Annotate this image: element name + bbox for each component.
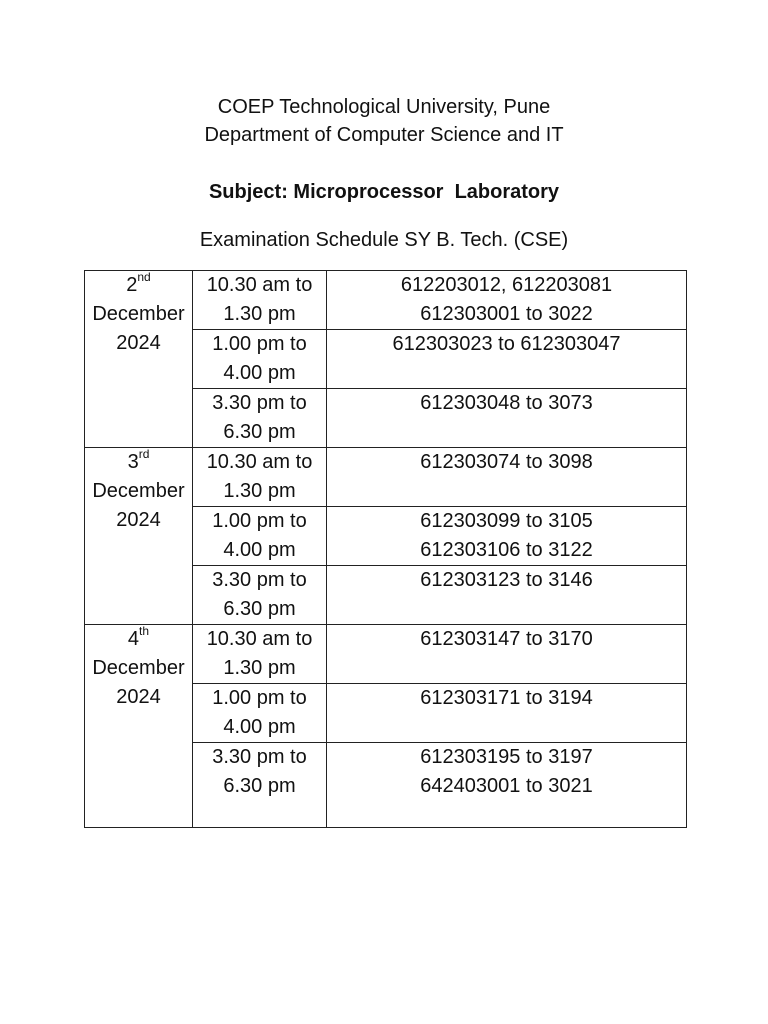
time-end: 4.00 pm xyxy=(223,716,296,738)
date-cell xyxy=(85,625,193,828)
day-suffix: rd xyxy=(138,447,150,462)
exam-schedule-table xyxy=(84,270,687,828)
time-cell xyxy=(193,625,327,684)
roll-range: 612203012, 612203081 xyxy=(400,274,613,296)
time-start: 10.30 am to xyxy=(206,274,313,296)
roll-range: 612303195 to 3197 xyxy=(420,746,593,768)
roll-range: 612303171 to 3194 xyxy=(420,687,593,709)
time-end: 4.00 pm xyxy=(223,539,296,561)
roll-range: 612303123 to 3146 xyxy=(420,569,593,591)
time-start: 10.30 am to xyxy=(206,451,313,473)
time-start: 1.00 pm to xyxy=(212,333,307,355)
roll-range: 612303106 to 3122 xyxy=(420,539,593,561)
time-start: 1.00 pm to xyxy=(212,510,307,532)
day-number: 2 xyxy=(126,274,138,296)
roll-range: 612303048 to 3073 xyxy=(420,392,593,414)
roll-range: 642403001 to 3021 xyxy=(420,775,593,797)
roll-cell xyxy=(327,271,687,330)
time-cell xyxy=(193,566,327,625)
roll-range: 612303001 to 3022 xyxy=(420,303,593,325)
roll-cell xyxy=(327,743,687,828)
roll-cell xyxy=(327,448,687,507)
schedule-title: Examination Schedule SY B. Tech. (CSE) xyxy=(199,229,569,251)
day-suffix: nd xyxy=(137,270,151,285)
time-cell xyxy=(193,743,327,828)
roll-cell xyxy=(327,684,687,743)
roll-range: 612303074 to 3098 xyxy=(420,451,593,473)
roll-range: 612303099 to 3105 xyxy=(420,510,593,532)
day-number: 4 xyxy=(127,628,140,650)
time-cell xyxy=(193,684,327,743)
time-end: 1.30 pm xyxy=(223,480,296,502)
roll-cell xyxy=(327,566,687,625)
subject-title: Subject: Microprocessor Laboratory xyxy=(208,181,560,203)
roll-cell xyxy=(327,507,687,566)
roll-range: 612303147 to 3170 xyxy=(420,628,593,650)
time-cell xyxy=(193,330,327,389)
university-name: COEP Technological University, Pune xyxy=(217,96,551,118)
roll-cell xyxy=(327,330,687,389)
time-end: 1.30 pm xyxy=(223,303,296,325)
time-start: 3.30 pm to xyxy=(212,569,307,591)
time-start: 3.30 pm to xyxy=(212,746,307,768)
table-row xyxy=(85,271,687,330)
time-cell xyxy=(193,448,327,507)
roll-cell xyxy=(327,389,687,448)
time-end: 6.30 pm xyxy=(223,775,296,797)
time-end: 6.30 pm xyxy=(223,598,296,620)
time-cell xyxy=(193,389,327,448)
time-cell xyxy=(193,507,327,566)
department-name: Department of Computer Science and IT xyxy=(204,124,564,146)
date-month: December xyxy=(92,303,185,325)
day-suffix: th xyxy=(139,624,150,639)
time-cell xyxy=(193,271,327,330)
date-year: 2024 xyxy=(116,509,161,531)
time-end: 6.30 pm xyxy=(223,421,296,443)
time-start: 10.30 am to xyxy=(206,628,313,650)
day-number: 3 xyxy=(127,451,139,473)
date-cell xyxy=(85,271,193,448)
roll-cell xyxy=(327,625,687,684)
table-row xyxy=(85,448,687,507)
date-year: 2024 xyxy=(116,332,161,354)
time-start: 3.30 pm to xyxy=(212,392,307,414)
time-end: 1.30 pm xyxy=(223,657,296,679)
table-row xyxy=(85,625,687,684)
date-month: December xyxy=(92,480,185,502)
roll-range: 612303023 to 612303047 xyxy=(392,333,621,355)
date-year: 2024 xyxy=(116,686,161,708)
date-month: December xyxy=(92,657,185,679)
date-cell xyxy=(85,448,193,625)
time-end: 4.00 pm xyxy=(223,362,296,384)
time-start: 1.00 pm to xyxy=(212,687,307,709)
